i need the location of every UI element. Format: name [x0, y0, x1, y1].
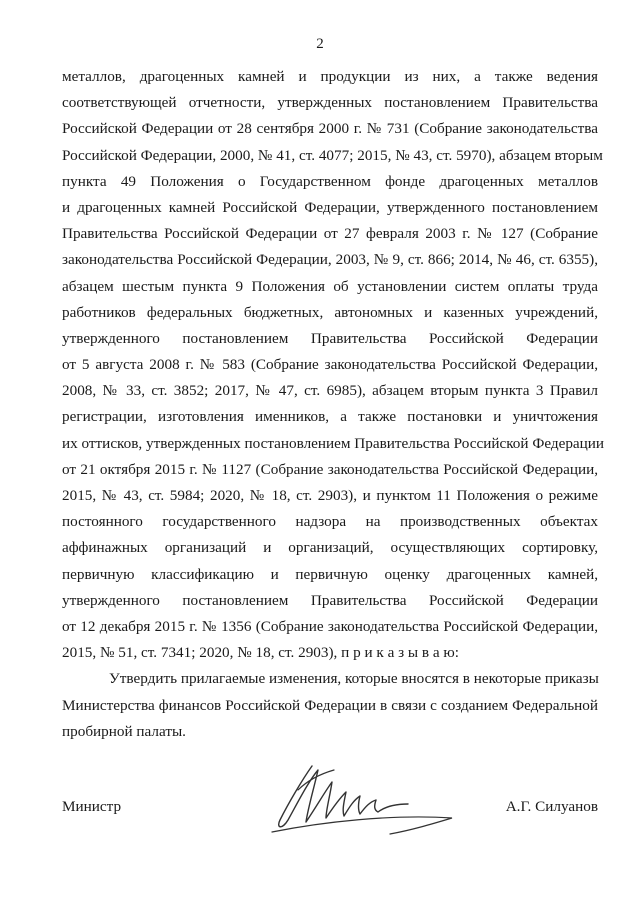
signature-block — [62, 760, 598, 850]
text-line: первичную классификацию и первичную оценку драгоценных камней, — [62, 565, 598, 583]
text-line: 2015, № 51, ст. 7341; 2020, № 18, ст. 2903), п р и к а з ы в а ю: — [62, 644, 459, 662]
text-line: Правительства Российской Федерации от 27 февраля 2003 г. № 127 (Собрание — [62, 225, 598, 243]
signatory-name: А.Г. Силуанов — [505, 798, 598, 815]
text-line: пункта 49 Положения о Государственном фонде драгоценных металлов — [62, 172, 598, 190]
paragraph-legal-basis — [62, 64, 605, 666]
text-line: законодательства Российской Федерации, 2003, № 9, ст. 866; 2014, № 46, ст. 6355), — [62, 251, 598, 269]
text-line: абзацем шестым пункта 9 Положения об установлении систем оплаты труда — [62, 277, 598, 295]
text-line: регистрации, изготовления именников, а также постановки и уничтожения — [62, 408, 598, 426]
text-line: 2008, № 33, ст. 3852; 2017, № 47, ст. 6985), абзацем вторым пункта 3 Правил — [62, 382, 598, 400]
text-line: Российской Федерации от 28 сентября 2000 г. № 731 (Собрание законодательства — [62, 120, 598, 138]
text-line: постоянного государственного надзора на производственных объектах — [62, 513, 598, 531]
paragraph-order — [62, 666, 598, 745]
text-line: от 12 декабря 2015 г. № 1356 (Собрание законодательства Российской Федерации, — [62, 617, 598, 635]
document-body — [62, 64, 605, 745]
text-line: от 21 октября 2015 г. № 1127 (Собрание законодательства Российской Федерации, — [62, 460, 598, 478]
text-line: аффинажных организаций и организаций, осуществляющих сортировку, — [62, 539, 598, 557]
text-line: Утвердить прилагаемые изменения, которые вносятся в некоторые приказы — [109, 670, 599, 688]
text-line: их оттисков, утвержденных постановлением Правительства Российской Федерации — [62, 434, 605, 452]
text-line: утвержденного постановлением Правительства Российской Федерации — [62, 591, 598, 609]
text-line: от 5 августа 2008 г. № 583 (Собрание законодательства Российской Федерации, — [62, 356, 598, 374]
text-line: 2015, № 43, ст. 5984; 2020, № 18, ст. 2903), и пунктом 11 Положения о режиме — [62, 487, 598, 504]
text-line: утвержденного постановлением Правительства Российской Федерации — [62, 329, 598, 347]
text-line: работников федеральных бюджетных, автономных и казенных учреждений, — [62, 303, 598, 321]
text-line: Российской Федерации, 2000, № 41, ст. 4077; 2015, № 43, ст. 5970), абзацем вторым — [62, 146, 603, 164]
text-line: соответствующей отчетности, утвержденных постановлением Правительства — [62, 94, 598, 112]
text-line: и драгоценных камней Российской Федерации, утвержденного постановлением — [62, 198, 598, 216]
text-line: металлов, драгоценных камней и продукции из них, а также ведения — [62, 68, 598, 85]
page-number: 2 — [316, 36, 324, 52]
text-line: Министерства финансов Российской Федерации в связи с созданием Федеральной — [62, 696, 598, 714]
signatory-title: Министр — [62, 798, 122, 815]
text-line: пробирной палаты. — [62, 722, 186, 740]
handwritten-signature — [262, 760, 492, 840]
